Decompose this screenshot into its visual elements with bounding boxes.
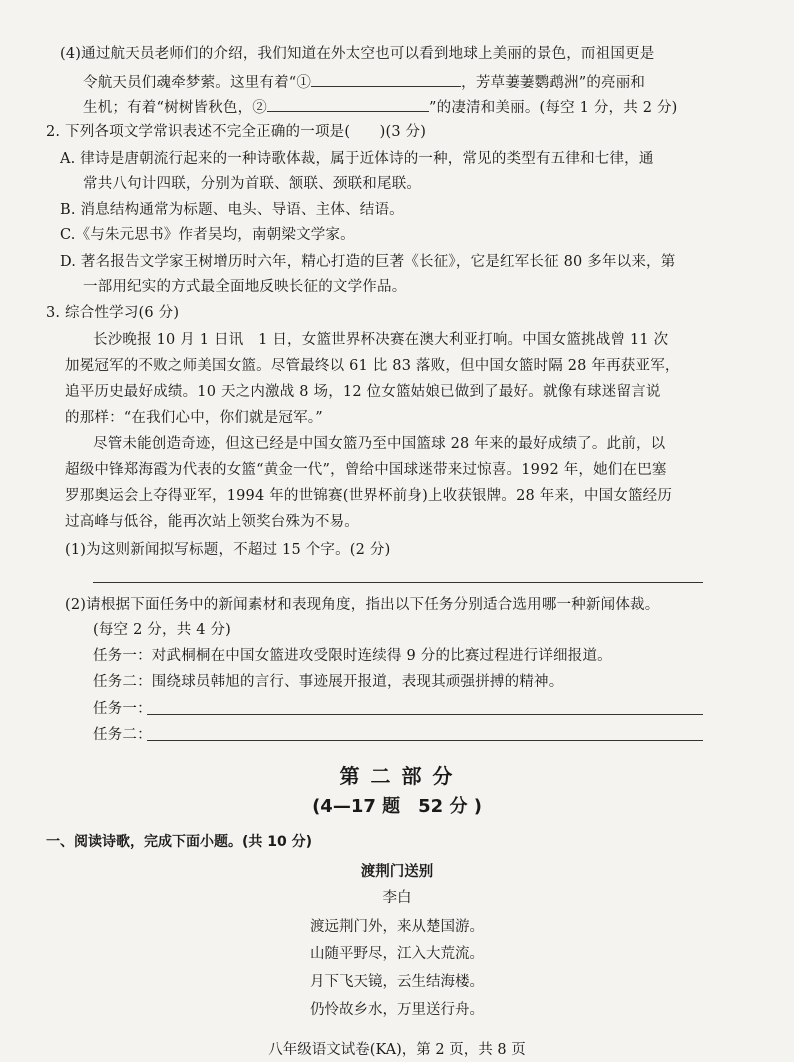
q1-4-line2-text-a: 令航天员们魂牵梦萦。这里有着“① [83,75,312,91]
blank-1-input[interactable] [311,72,461,87]
answer-line-task2[interactable] [147,740,703,741]
part2-title: 第 二 部 分 [339,764,455,788]
blank-2-input[interactable] [267,97,429,112]
q1-4-line3-text-b: ”的凄清和美丽。(每空 1 分，共 2 分) [429,100,678,116]
q1-4-line1: (4)通过航天员老师们的介绍，我们知道在外太空也可以看到地球上美丽的景色，而祖国更是 [60,46,655,62]
q2-option-d-line1: D. 著名报告文学家王树增历时六年，精心打造的巨著《长征》，它是红军长征 80 多年以来，第 [60,254,676,270]
q2-stem: 2. 下列各项文学常识表述不完全正确的一项是( )(3 分) [46,124,427,140]
q3-sub2-line1: (2)请根据下面任务中的新闻素材和表现角度，指出以下任务分别适合选用哪一种新闻体裁。 [65,597,660,613]
poem-line-4: 仍怜故乡水，万里送行舟。 [310,1002,484,1018]
answer-line-title[interactable] [93,582,703,583]
q2-option-a-line2: 常共八句计四联，分别为首联、颔联、颈联和尾联。 [83,176,422,192]
q1-4-line2 [83,72,645,93]
poem-title: 渡荆门送别 [360,864,434,880]
poem-line-2: 山随平野尽，江入大荒流。 [310,946,484,962]
news-paragraph2-line3: 罗那奥运会上夺得亚军，1994 年的世锦赛(世界杯前身)上收获银牌。28 年来，中国女篮经历 [65,488,673,504]
q1-4-line2-text-b: ，芳草萋萋鹦鹉洲”的亮丽和 [461,75,646,91]
answer-line-task1[interactable] [147,714,703,715]
poem-author: 李白 [382,890,412,906]
answer-task2-label: 任务二： [93,727,152,743]
news-paragraph1-line1: 长沙晚报 10 月 1 日讯 1 日，女篮世界杯决赛在澳大利亚打响。中国女篮挑战曾 11 次 [93,332,669,348]
news-paragraph2-line4: 过高峰与低谷，能再次站上领奖台殊为不易。 [65,514,359,530]
q2-option-b: B. 消息结构通常为标题、电头、导语、主体、结语。 [60,202,404,218]
news-paragraph1-line4: 的那样：“在我们心中，你们就是冠军。” [65,410,323,426]
q2-option-c: C.《与朱元思书》作者吴均，南朝梁文学家。 [60,227,355,243]
poem-line-3: 月下飞天镜，云生结海楼。 [310,974,484,990]
task1: 任务一：对武桐桐在中国女篮进攻受限时连续得 9 分的比赛过程进行详细报道。 [93,648,612,664]
q2-option-a-line1: A. 律诗是唐朝流行起来的一种诗歌体裁，属于近体诗的一种，常见的类型有五律和七律，通 [60,151,654,167]
page-footer: 八年级语文试卷(KA)，第 2 页，共 8 页 [268,1042,526,1058]
poem-line-1: 渡远荆门外，来从楚国游。 [310,919,484,935]
q3-sub2-line2: (每空 2 分，共 4 分) [93,622,232,638]
poem-section-heading: 一、阅读诗歌，完成下面小题。(共 10 分) [46,834,313,850]
part2-subtitle: (4—17 题 52 分 ) [312,796,482,817]
answer-task1-label: 任务一： [93,701,152,717]
news-paragraph1-line2: 加冕冠军的不败之师美国女篮。尽管最终以 61 比 83 落败，但中国女篮时隔 28 年再获亚军， [65,358,680,374]
q1-4-line3-text-a: 生机；有着“树树皆秋色，② [83,100,268,116]
task2: 任务二：围绕球员韩旭的言行、事迹展开报道，表现其顽强拼搏的精神。 [93,674,564,690]
news-paragraph2-line1: 尽管未能创造奇迹，但这已经是中国女篮乃至中国篮球 28 年来的最好成绩了。此前，以 [93,436,666,452]
q3-sub1: (1)为这则新闻拟写标题，不超过 15 个字。(2 分) [65,542,391,558]
news-paragraph1-line3: 追平历史最好成绩。10 天之内激战 8 场，12 位女篮姑娘已做到了最好。就像有球迷留言说 [65,384,661,400]
news-paragraph2-line2: 超级中锋郑海霞为代表的女篮“黄金一代”，曾给中国球迷带来过惊喜。1992 年，她们在巴塞 [65,462,667,478]
q3-stem: 3. 综合性学习(6 分) [46,305,180,321]
q1-4-line3 [83,97,678,118]
q2-option-d-line2: 一部用纪实的方式最全面地反映长征的文学作品。 [83,279,407,295]
